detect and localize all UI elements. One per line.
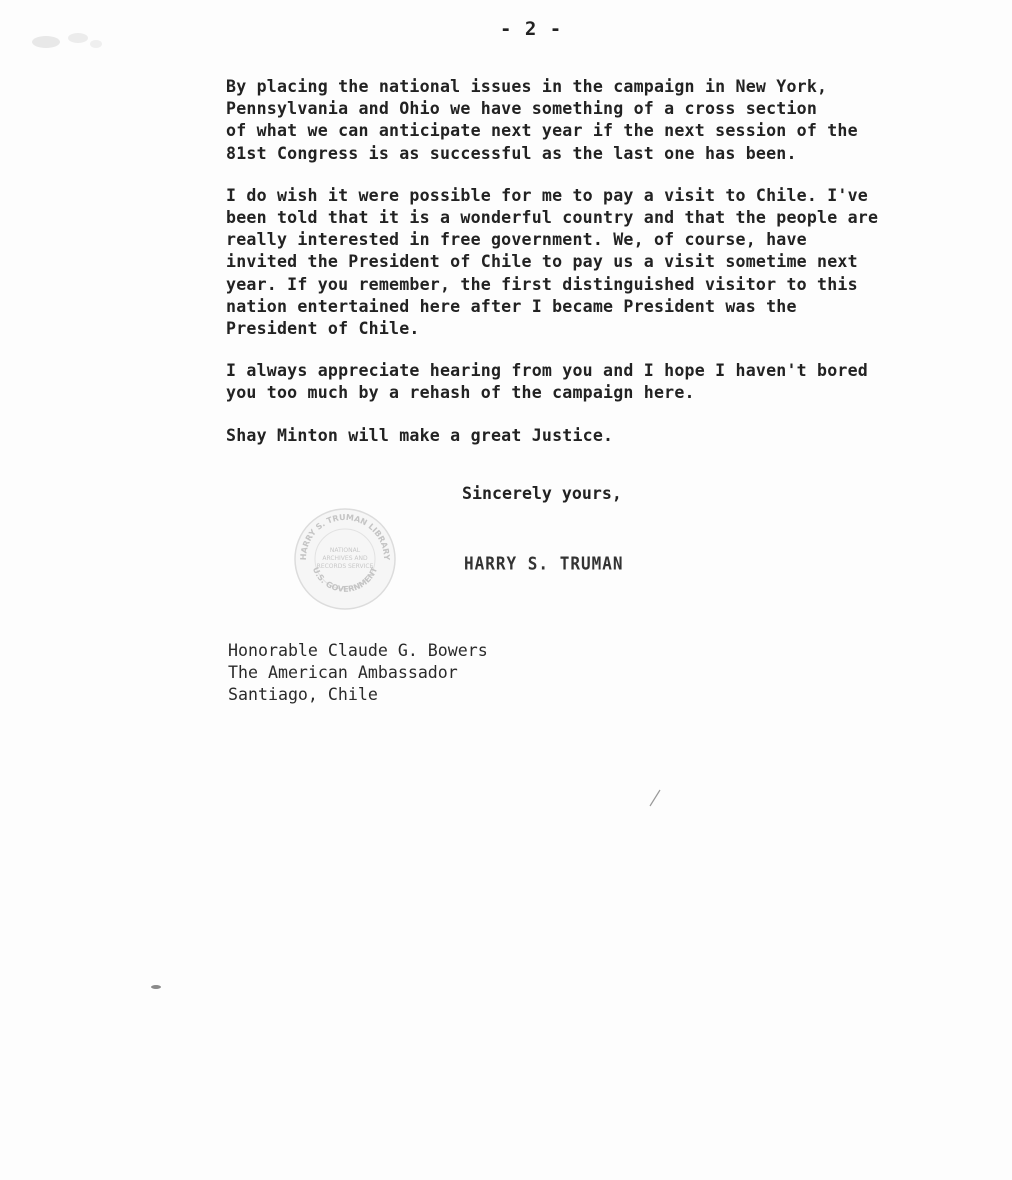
closing-salutation: Sincerely yours, — [462, 484, 622, 503]
body-line: Pennsylvania and Ohio we have something of a cross section — [226, 99, 818, 119]
signature-stamp: HARRY S. TRUMAN — [464, 553, 624, 574]
body-line: President of Chile. — [226, 319, 420, 339]
body-line: been told that it is a wonderful country and that the people are — [226, 208, 879, 228]
svg-text:ARCHIVES AND: ARCHIVES AND — [322, 555, 368, 562]
body-line: year. If you remember, the first distinguished visitor to this — [226, 274, 858, 294]
body-line: 81st Congress is as successful as the last one has been. — [226, 143, 797, 163]
body-line: Shay Minton will make a great Justice. — [226, 425, 614, 445]
recipient-address — [228, 640, 488, 706]
recipient-title: The American Ambassador — [228, 663, 458, 682]
recipient-name: Honorable Claude G. Bowers — [228, 641, 488, 660]
letter-body — [226, 76, 926, 467]
paragraph-appreciation — [226, 360, 926, 404]
body-line: you too much by a rehash of the campaign here. — [226, 383, 695, 403]
body-line: I always appreciate hearing from you and I hope I haven't bored — [226, 361, 868, 381]
archive-seal-stamp — [292, 506, 398, 612]
body-line: of what we can anticipate next year if the next session of the — [226, 121, 858, 141]
stray-dot-mark — [148, 982, 164, 992]
paragraph-chile-visit — [226, 185, 926, 340]
page-number: - 2 - — [500, 18, 563, 40]
svg-text:HARRY S. TRUMAN LIBRARY: HARRY S. TRUMAN LIBRARY — [298, 512, 392, 561]
body-line: By placing the national issues in the campaign in New York, — [226, 77, 828, 96]
body-line: I do wish it were possible for me to pay a visit to Chile. I've — [226, 185, 868, 205]
body-line: invited the President of Chile to pay us a visit sometime next — [226, 252, 858, 272]
paragraph-campaign — [226, 76, 926, 165]
svg-text:U.S. GOVERNMENT: U.S. GOVERNMENT — [310, 565, 380, 594]
paragraph-minton — [226, 425, 926, 447]
svg-text:NATIONAL: NATIONAL — [329, 547, 361, 554]
recipient-location: Santiago, Chile — [228, 685, 378, 704]
stray-pen-mark — [646, 786, 666, 810]
paper-smudge — [18, 22, 108, 62]
body-line: really interested in free government. We, of course, have — [226, 230, 807, 250]
svg-text:RECORDS SERVICE: RECORDS SERVICE — [316, 563, 374, 570]
body-line: nation entertained here after I became President was the — [226, 296, 797, 316]
